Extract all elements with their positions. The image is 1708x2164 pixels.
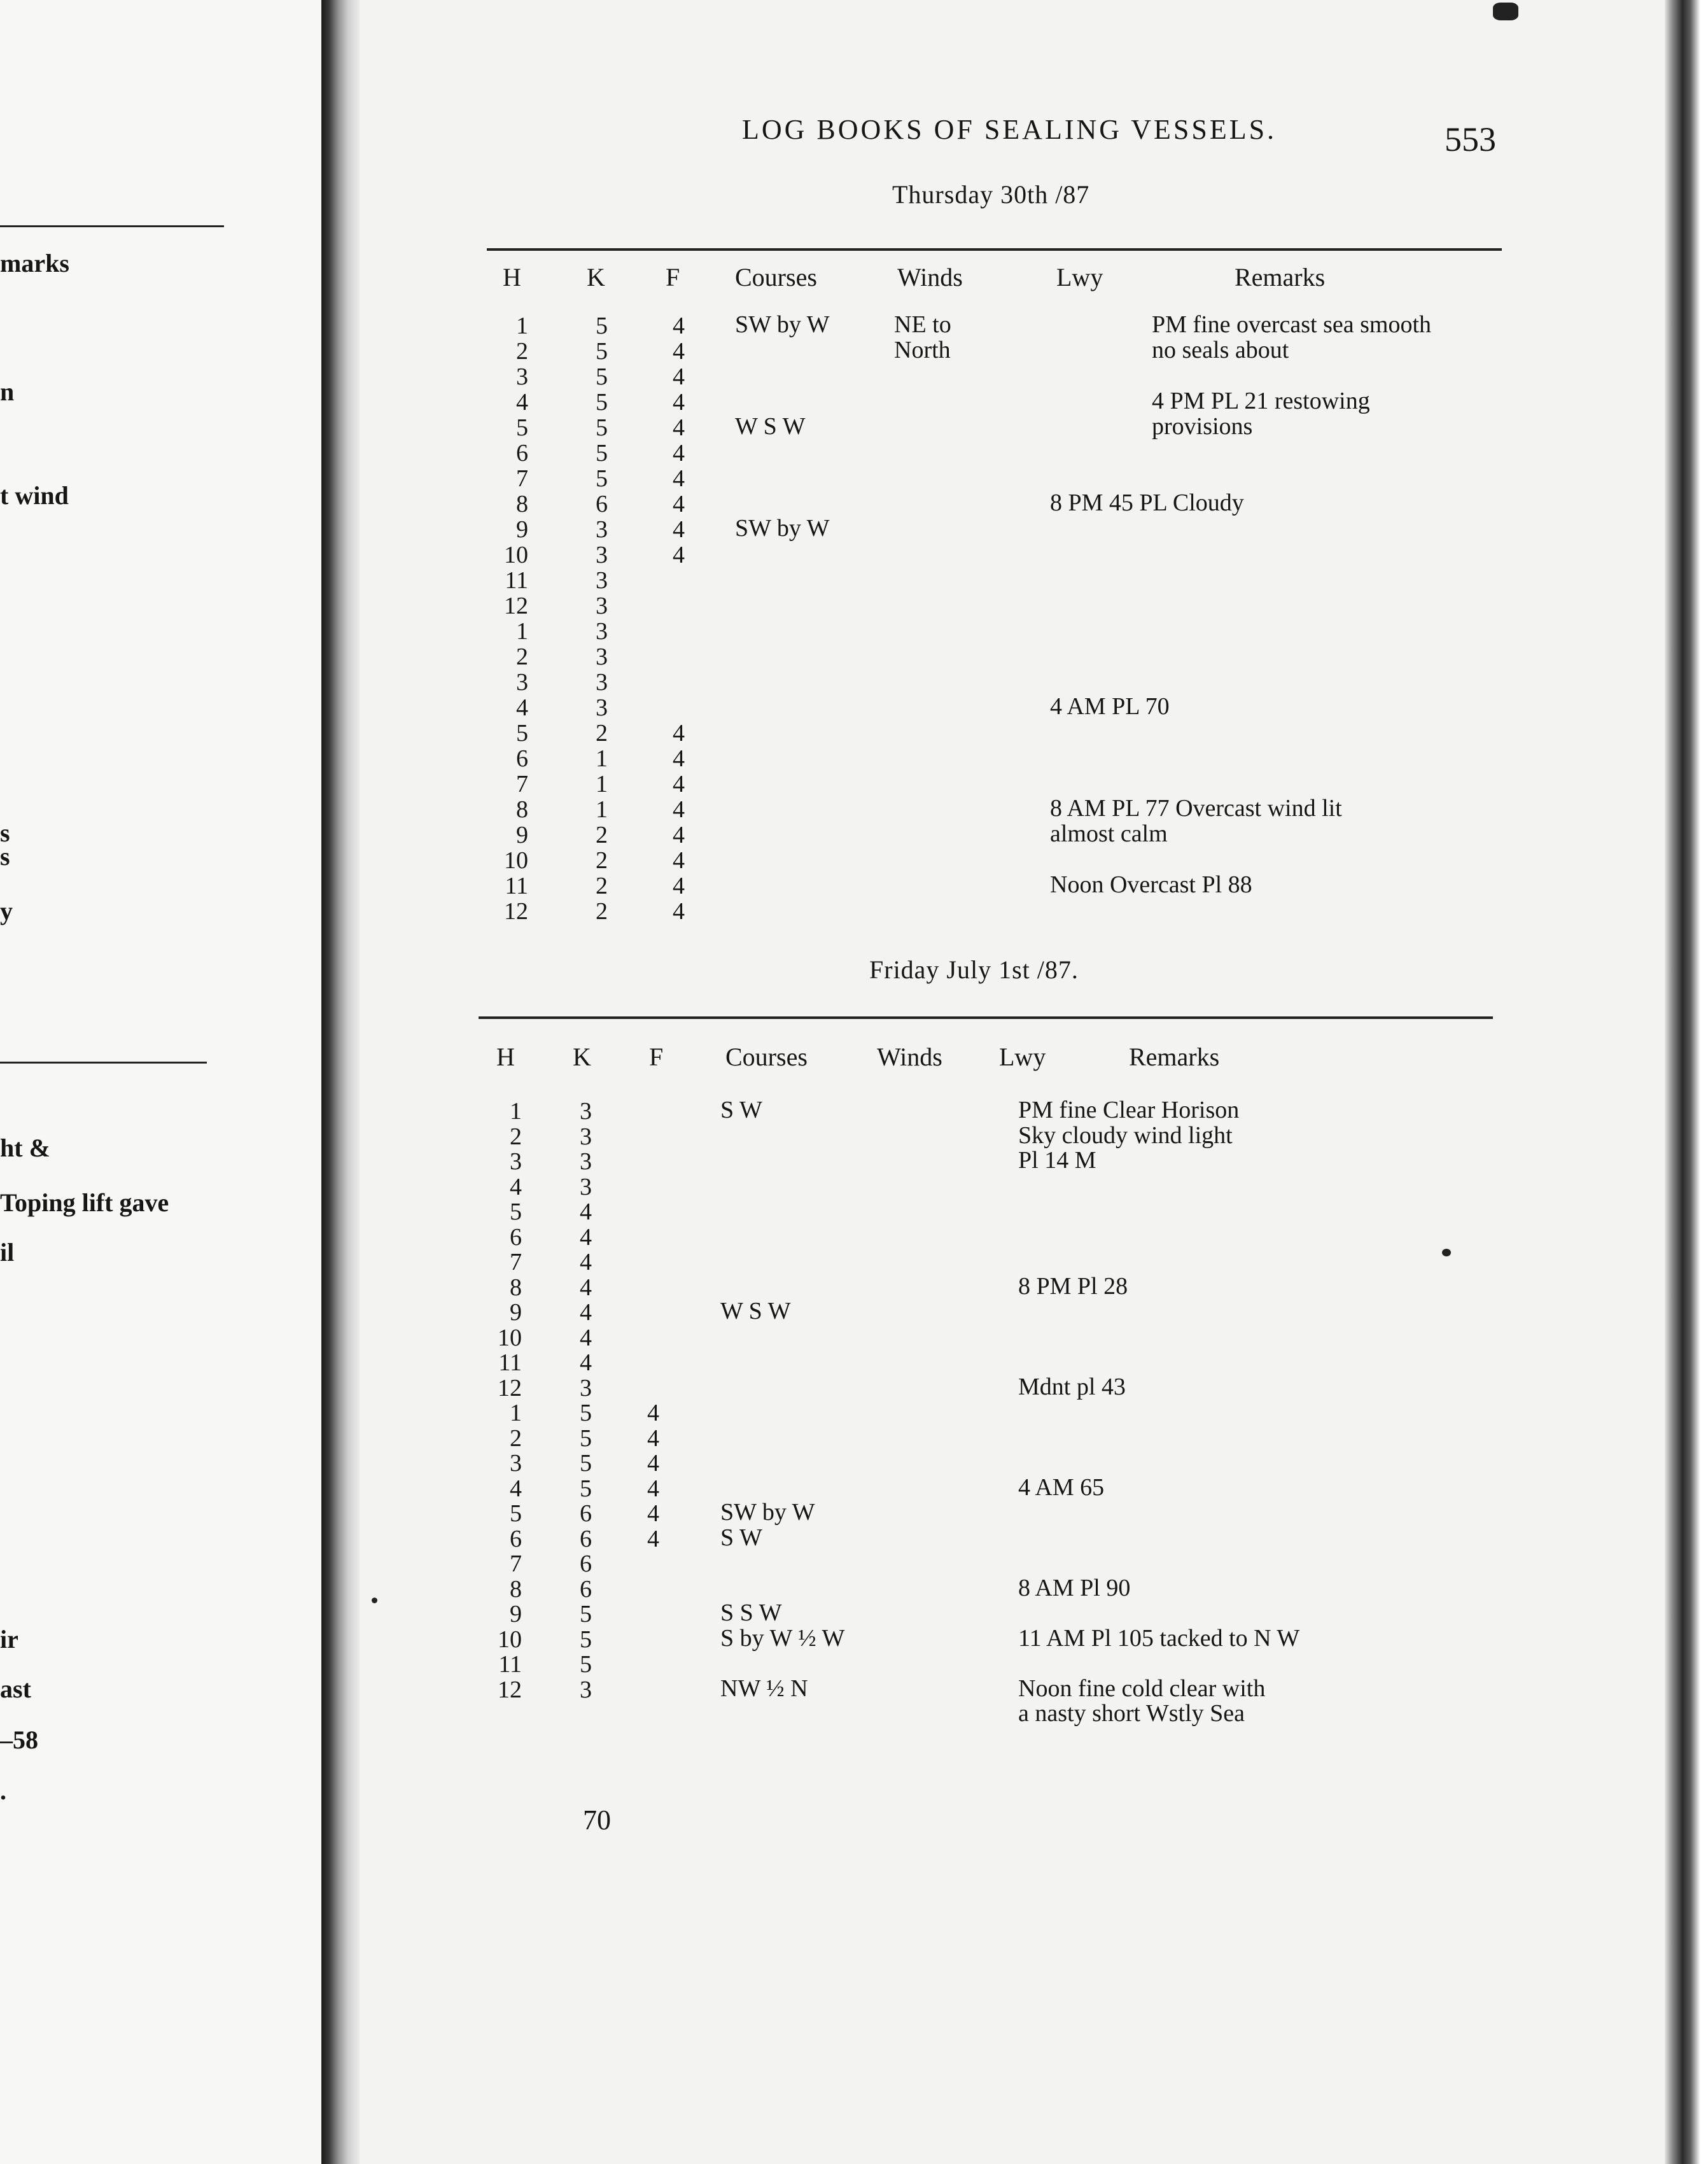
course-entry: S W — [720, 1524, 762, 1551]
column-header-courses: Courses — [725, 1043, 808, 1071]
row-k-value: 3 — [596, 516, 608, 543]
running-title: LOG BOOKS OF SEALING VESSELS. — [742, 114, 1277, 145]
row-k-value: 2 — [596, 873, 608, 899]
signature-mark: 70 — [583, 1804, 611, 1836]
row-h-value: 3 — [516, 363, 528, 390]
remark-entry: 4 AM PL 70 — [1050, 693, 1170, 720]
course-entry: W S W — [720, 1298, 791, 1324]
remark-entry: 4 PM PL 21 restowing — [1152, 388, 1370, 414]
row-h-value: 4 — [510, 1173, 522, 1200]
log-date: Thursday 30th /87 — [892, 180, 1090, 209]
remark-entry: Mdnt pl 43 — [1018, 1373, 1126, 1400]
row-f-value: 4 — [673, 516, 685, 543]
row-k-value: 4 — [580, 1198, 592, 1225]
row-k-value: 3 — [580, 1098, 592, 1125]
row-k-value: 3 — [580, 1123, 592, 1150]
row-h-value: 3 — [510, 1450, 522, 1477]
column-header-h: H — [503, 263, 521, 292]
row-h-value: 8 — [510, 1575, 522, 1603]
row-k-value: 6 — [580, 1525, 592, 1552]
row-k-value: 2 — [596, 822, 608, 848]
table-rule — [479, 1016, 1493, 1019]
row-k-value: 1 — [596, 796, 608, 823]
course-entry: S W — [720, 1097, 762, 1123]
row-f-value: 4 — [673, 313, 685, 339]
row-f-value: 4 — [647, 1525, 659, 1552]
row-k-value: 4 — [580, 1299, 592, 1326]
row-h-value: 11 — [498, 1651, 522, 1678]
row-k-value: 5 — [580, 1475, 592, 1502]
column-header-k: K — [587, 263, 605, 292]
row-k-value: 5 — [580, 1601, 592, 1627]
row-h-value: 9 — [516, 516, 528, 543]
facing-page-text: marks — [0, 249, 69, 278]
row-h-value: 2 — [510, 1123, 522, 1150]
remark-entry: PM fine overcast sea smooth — [1152, 311, 1432, 338]
row-f-value: 4 — [673, 720, 685, 747]
row-k-value: 4 — [580, 1349, 592, 1376]
row-f-value: 4 — [673, 389, 685, 416]
course-entry: SW by W — [720, 1499, 815, 1526]
remark-entry: Sky cloudy wind light — [1018, 1121, 1233, 1149]
column-header-lwy: Lwy — [1056, 263, 1103, 292]
row-k-value: 6 — [596, 491, 608, 517]
facing-page-text: t wind — [0, 481, 69, 510]
row-f-value: 4 — [673, 414, 685, 441]
row-k-value: 3 — [596, 567, 608, 594]
row-h-value: 6 — [510, 1223, 522, 1251]
row-f-value: 4 — [647, 1400, 659, 1426]
row-h-value: 10 — [498, 1324, 522, 1351]
remark-entry: provisions — [1152, 413, 1253, 440]
row-h-value: 1 — [516, 313, 528, 339]
row-k-value: 2 — [596, 847, 608, 874]
row-h-value: 6 — [516, 745, 528, 772]
row-h-value: 1 — [510, 1400, 522, 1426]
column-header-f: F — [666, 263, 680, 292]
row-h-value: 2 — [516, 338, 528, 365]
row-h-value: 10 — [504, 542, 528, 568]
row-h-value: 11 — [505, 873, 528, 899]
row-f-value: 4 — [647, 1475, 659, 1502]
row-h-value: 1 — [516, 618, 528, 645]
wind-entry: North — [894, 337, 951, 363]
course-entry: W S W — [735, 413, 806, 440]
remark-entry: 8 PM Pl 28 — [1018, 1272, 1128, 1300]
row-k-value: 2 — [596, 720, 608, 747]
row-h-value: 8 — [510, 1274, 522, 1301]
row-k-value: 1 — [596, 771, 608, 797]
ink-speck — [372, 1598, 377, 1603]
row-h-value: 1 — [510, 1098, 522, 1125]
row-h-value: 12 — [498, 1676, 522, 1703]
log-date: Friday July 1st /87. — [869, 955, 1079, 984]
row-k-value: 5 — [580, 1626, 592, 1653]
row-k-value: 4 — [580, 1249, 592, 1275]
row-k-value: 6 — [580, 1550, 592, 1577]
row-h-value: 5 — [510, 1500, 522, 1527]
row-h-value: 11 — [505, 567, 528, 594]
row-k-value: 3 — [580, 1374, 592, 1402]
remark-entry: Noon fine cold clear with — [1018, 1675, 1266, 1702]
facing-page-fragment — [0, 0, 321, 2164]
row-k-value: 5 — [580, 1651, 592, 1678]
row-f-value: 4 — [673, 771, 685, 797]
row-k-value: 5 — [580, 1400, 592, 1426]
remark-entry: Noon Overcast Pl 88 — [1050, 871, 1252, 898]
row-f-value: 4 — [647, 1450, 659, 1477]
remark-entry: PM fine Clear Horison — [1018, 1097, 1240, 1123]
row-k-value: 5 — [596, 389, 608, 416]
row-k-value: 5 — [596, 465, 608, 492]
facing-page-text: ir — [0, 1625, 18, 1654]
column-header-courses: Courses — [735, 263, 817, 292]
row-k-value: 2 — [596, 898, 608, 925]
row-k-value: 3 — [596, 643, 608, 670]
wind-entry: NE to — [894, 311, 951, 338]
row-h-value: 10 — [504, 847, 528, 874]
row-f-value: 4 — [673, 542, 685, 568]
remark-entry: almost calm — [1050, 820, 1168, 847]
row-k-value: 3 — [596, 669, 608, 696]
row-h-value: 3 — [510, 1148, 522, 1175]
ink-speck — [1493, 3, 1518, 20]
row-k-value: 5 — [596, 414, 608, 441]
row-h-value: 2 — [510, 1424, 522, 1452]
row-h-value: 8 — [516, 491, 528, 517]
row-k-value: 4 — [580, 1274, 592, 1301]
row-f-value: 4 — [673, 822, 685, 848]
remark-entry: 4 AM 65 — [1018, 1473, 1105, 1501]
row-k-value: 6 — [580, 1500, 592, 1527]
row-k-value: 4 — [580, 1223, 592, 1251]
row-h-value: 5 — [516, 720, 528, 747]
row-h-value: 12 — [504, 593, 528, 619]
row-h-value: 9 — [510, 1601, 522, 1627]
row-f-value: 4 — [673, 745, 685, 772]
page-edge — [1665, 0, 1708, 2164]
row-h-value: 3 — [516, 669, 528, 696]
course-entry: SW by W — [735, 311, 830, 338]
row-k-value: 4 — [580, 1324, 592, 1351]
facing-page-text: ast — [0, 1675, 31, 1703]
row-k-value: 5 — [596, 313, 608, 339]
remark-entry: 8 AM Pl 90 — [1018, 1574, 1131, 1601]
column-header-remarks: Remarks — [1129, 1043, 1220, 1071]
remark-entry: 11 AM Pl 105 tacked to N W — [1018, 1624, 1300, 1652]
row-f-value: 4 — [673, 898, 685, 925]
remark-entry: no seals about — [1152, 337, 1289, 363]
row-k-value: 3 — [580, 1173, 592, 1200]
row-h-value: 4 — [510, 1475, 522, 1502]
course-entry: S by W ½ W — [720, 1624, 845, 1652]
row-k-value: 3 — [596, 618, 608, 645]
row-h-value: 11 — [498, 1349, 522, 1376]
row-k-value: 6 — [580, 1575, 592, 1603]
row-f-value: 4 — [673, 440, 685, 467]
row-f-value: 4 — [673, 873, 685, 899]
table-rule — [487, 248, 1502, 251]
facing-page-text: s — [0, 842, 10, 871]
row-h-value: 5 — [516, 414, 528, 441]
column-header-k: K — [573, 1043, 591, 1071]
row-k-value: 5 — [596, 440, 608, 467]
row-k-value: 5 — [596, 363, 608, 390]
row-h-value: 7 — [516, 771, 528, 797]
row-f-value: 4 — [673, 796, 685, 823]
remark-entry: Pl 14 M — [1018, 1147, 1096, 1174]
row-f-value: 4 — [673, 363, 685, 390]
row-k-value: 5 — [596, 338, 608, 365]
row-h-value: 4 — [516, 694, 528, 721]
row-h-value: 2 — [516, 643, 528, 670]
row-k-value: 3 — [596, 593, 608, 619]
facing-page-rule — [0, 1062, 207, 1064]
facing-page-text: n — [0, 377, 15, 406]
course-entry: SW by W — [735, 515, 830, 542]
row-h-value: 12 — [504, 898, 528, 925]
facing-page-text: il — [0, 1238, 15, 1267]
row-h-value: 7 — [510, 1550, 522, 1577]
row-k-value: 5 — [580, 1424, 592, 1452]
row-k-value: 3 — [580, 1148, 592, 1175]
column-header-lwy: Lwy — [999, 1043, 1046, 1071]
column-header-f: F — [649, 1043, 664, 1071]
remark-entry: a nasty short Wstly Sea — [1018, 1700, 1245, 1727]
row-k-value: 5 — [580, 1450, 592, 1477]
remark-entry: 8 PM 45 PL Cloudy — [1050, 489, 1244, 516]
row-h-value: 6 — [510, 1525, 522, 1552]
row-h-value: 9 — [510, 1299, 522, 1326]
facing-page-rule — [0, 225, 224, 227]
row-h-value: 12 — [498, 1374, 522, 1402]
column-header-winds: Winds — [877, 1043, 942, 1071]
row-k-value: 1 — [596, 745, 608, 772]
row-h-value: 7 — [516, 465, 528, 492]
row-f-value: 4 — [673, 338, 685, 365]
row-k-value: 3 — [580, 1676, 592, 1703]
column-header-winds: Winds — [897, 263, 963, 292]
row-f-value: 4 — [673, 491, 685, 517]
course-entry: S S W — [720, 1599, 782, 1626]
book-gutter — [321, 0, 360, 2164]
facing-page-text: Toping lift gave — [0, 1188, 169, 1217]
row-f-value: 4 — [647, 1424, 659, 1452]
row-k-value: 3 — [596, 542, 608, 568]
row-f-value: 4 — [673, 465, 685, 492]
page-number: 553 — [1445, 120, 1496, 158]
facing-page-text: –58 — [0, 1725, 38, 1754]
facing-page-text: y — [0, 897, 13, 925]
facing-page-text: ht & — [0, 1134, 50, 1162]
ink-speck — [1442, 1249, 1451, 1256]
remark-entry: 8 AM PL 77 Overcast wind lit — [1050, 795, 1342, 822]
row-h-value: 10 — [498, 1626, 522, 1653]
row-h-value: 8 — [516, 796, 528, 823]
row-k-value: 3 — [596, 694, 608, 721]
row-h-value: 6 — [516, 440, 528, 467]
row-h-value: 4 — [516, 389, 528, 416]
row-h-value: 5 — [510, 1198, 522, 1225]
facing-page-text: . — [0, 1776, 6, 1805]
column-header-h: H — [496, 1043, 515, 1071]
facing-page-text: s — [0, 819, 10, 847]
row-f-value: 4 — [647, 1500, 659, 1527]
row-f-value: 4 — [673, 847, 685, 874]
column-header-remarks: Remarks — [1235, 263, 1326, 292]
row-h-value: 9 — [516, 822, 528, 848]
course-entry: NW ½ N — [720, 1675, 808, 1702]
row-h-value: 7 — [510, 1249, 522, 1275]
